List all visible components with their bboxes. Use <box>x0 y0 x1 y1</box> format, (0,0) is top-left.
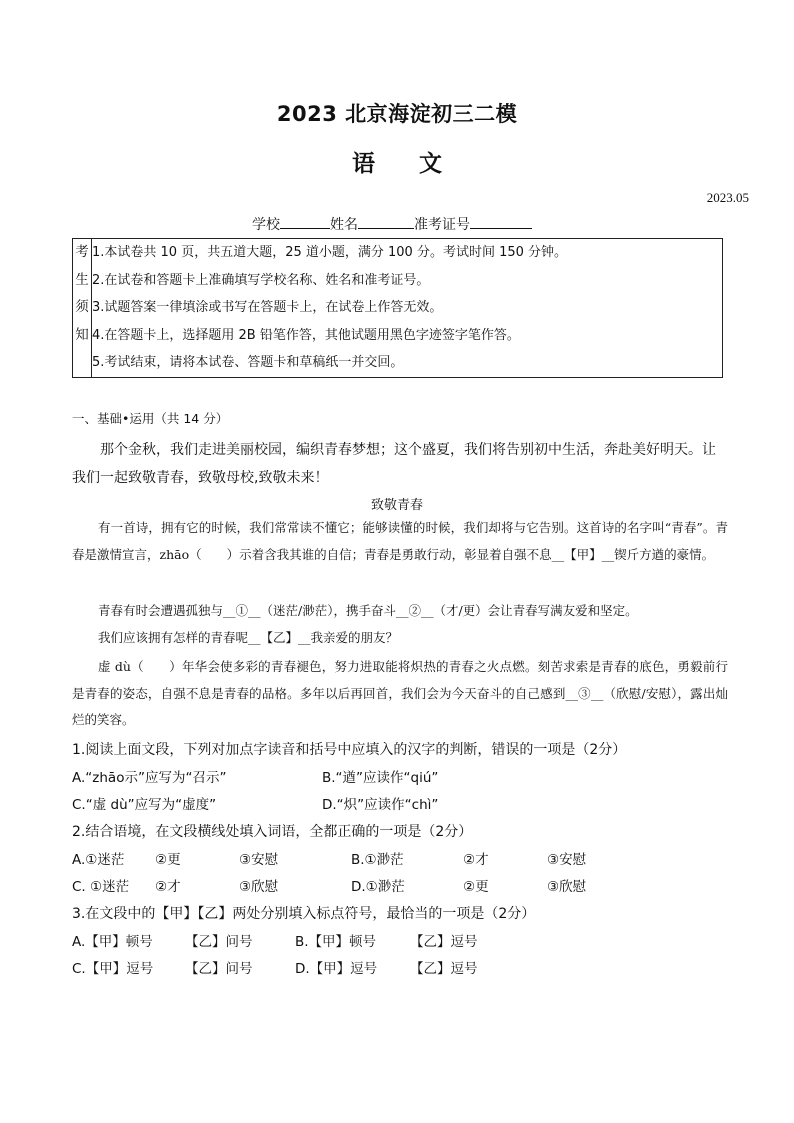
question-stem: 3.在文段中的【甲】【乙】两处分别填入标点符号，最恰当的一项是（2分） <box>72 906 536 922</box>
notice-label-char: 知 <box>75 326 89 343</box>
answer-option-word: 【乙】逗号 <box>410 934 478 950</box>
question-stem: 1.阅读上面文段，下列对加点字读音和括号中应填入的汉字的判断，错误的一项是（2分） <box>72 742 627 758</box>
passage-paragraph: 虚 dù（ ）年华会使多彩的青春褪色，努力进取能将炽热的青春之火点燃。刻苦求索是青春的底色，勇毅前行是青春的姿态，自强不息是青春的品格。多年以后再回首，我们会为今天奋斗的自己感到__③__（欣慰/安慰），露出灿烂的笑容。 <box>72 659 728 727</box>
answer-option-word[interactable]: D.①渺茫 <box>351 879 405 895</box>
subject-title: 语文 <box>352 151 486 177</box>
answer-option-word: ②才 <box>155 879 181 895</box>
answer-option[interactable]: C.“虚 dù”应写为“虚度” <box>72 797 217 813</box>
answer-option-word[interactable]: A.【甲】顿号 <box>72 934 153 950</box>
answer-option-word: ②更 <box>463 879 489 895</box>
notice-rule: 3.试题答案一律填涂或书写在答题卡上，在试卷上作答无效。 <box>92 300 443 315</box>
answer-option-word: ②更 <box>155 852 181 868</box>
passage-title: 致敬青春 <box>370 498 423 513</box>
answer-option-word[interactable]: C.【甲】逗号 <box>72 961 154 977</box>
answer-option-word: 【乙】问号 <box>185 961 253 977</box>
answer-option[interactable]: D.“炽”应读作“chì” <box>322 797 439 813</box>
notice-rule: 1.本试卷共 10 页，共五道大题，25 道小题，满分 100 分。考试时间 150 分钟。 <box>92 245 568 260</box>
intro-paragraph: 那个金秋，我们走进美丽校园，编织青春梦想；这个盛夏，我们将告别初中生活，奔赴美好明天。让我们一起致敬青春，致敬母校,致敬未来！ <box>72 442 716 486</box>
notice-label-char: 生 <box>75 271 89 288</box>
student-info-line <box>252 214 532 234</box>
answer-option-word[interactable]: D.【甲】逗号 <box>295 961 378 977</box>
answer-option[interactable]: B.“遒”应读作“qiú” <box>322 770 439 786</box>
notice-rules <box>92 239 723 378</box>
exam-title: 2023 北京海淀初三二模 <box>276 102 518 126</box>
answer-option[interactable]: A.“zhāo示”应写为“召示” <box>72 770 227 786</box>
name-label: 姓名 <box>330 217 358 233</box>
answer-option-word: ③安慰 <box>547 852 587 868</box>
notice-rule: 5.考试结束，请将本试卷、答题卡和草稿纸一并交回。 <box>92 355 404 370</box>
section-heading: 一、基础•运用（共 14 分） <box>72 411 229 426</box>
answer-option-word: ③欣慰 <box>239 879 279 895</box>
answer-option-word: ②才 <box>463 852 489 868</box>
notice-label-char: 考 <box>75 244 89 260</box>
school-label: 学校 <box>252 217 280 233</box>
notice-rule: 2.在试卷和答题卡上准确填写学校名称、姓名和准考证号。 <box>92 272 430 288</box>
answer-option-word[interactable]: A.①迷茫 <box>72 852 125 868</box>
name-blank[interactable] <box>358 214 414 229</box>
exam-id-label: 准考证号 <box>414 217 470 233</box>
notice-label-char: 须 <box>75 299 89 315</box>
answer-option-word: 【乙】问号 <box>185 934 253 950</box>
question-stem: 2.结合语境，在文段横线处填入词语，全都正确的一项是（2分） <box>72 824 473 840</box>
notice-label <box>73 239 92 378</box>
passage-paragraph: 青春有时会遭遇孤独与__①__（迷茫/渺茫），携手奋斗__②__（才/更）会让青春写满友爱和坚定。 <box>98 603 638 618</box>
exam-id-blank[interactable] <box>470 214 532 229</box>
answer-option-word[interactable]: C. ①迷茫 <box>72 879 130 895</box>
notice-rule: 4.在答题卡上，选择题用 2B 铅笔作答，其他试题用黑色字迹签字笔作答。 <box>92 327 520 343</box>
passage-paragraph: 我们应该拥有怎样的青春呢__【乙】__我亲爱的朋友？ <box>98 630 399 645</box>
candidate-notice-box <box>72 238 723 378</box>
answer-option-word: ③安慰 <box>239 852 279 868</box>
answer-option-word: ③欣慰 <box>547 879 587 895</box>
answer-option-word[interactable]: B.①渺茫 <box>351 852 404 868</box>
answer-option-word: 【乙】逗号 <box>410 961 478 977</box>
passage-paragraph: 有一首诗，拥有它的时候，我们常常读不懂它；能够读懂的时候，我们却将与它告别。这首诗的名字叫“青春”。青春是激情宣言，zhāo（ ）示着含我其谁的自信；青春是勇敢行动，彰显着自强不息__【甲】__锲斤方遒的豪情。 <box>72 520 728 562</box>
exam-date: 2023.05 <box>706 190 749 205</box>
school-blank[interactable] <box>280 214 330 229</box>
answer-option-word[interactable]: B.【甲】顿号 <box>295 934 377 950</box>
